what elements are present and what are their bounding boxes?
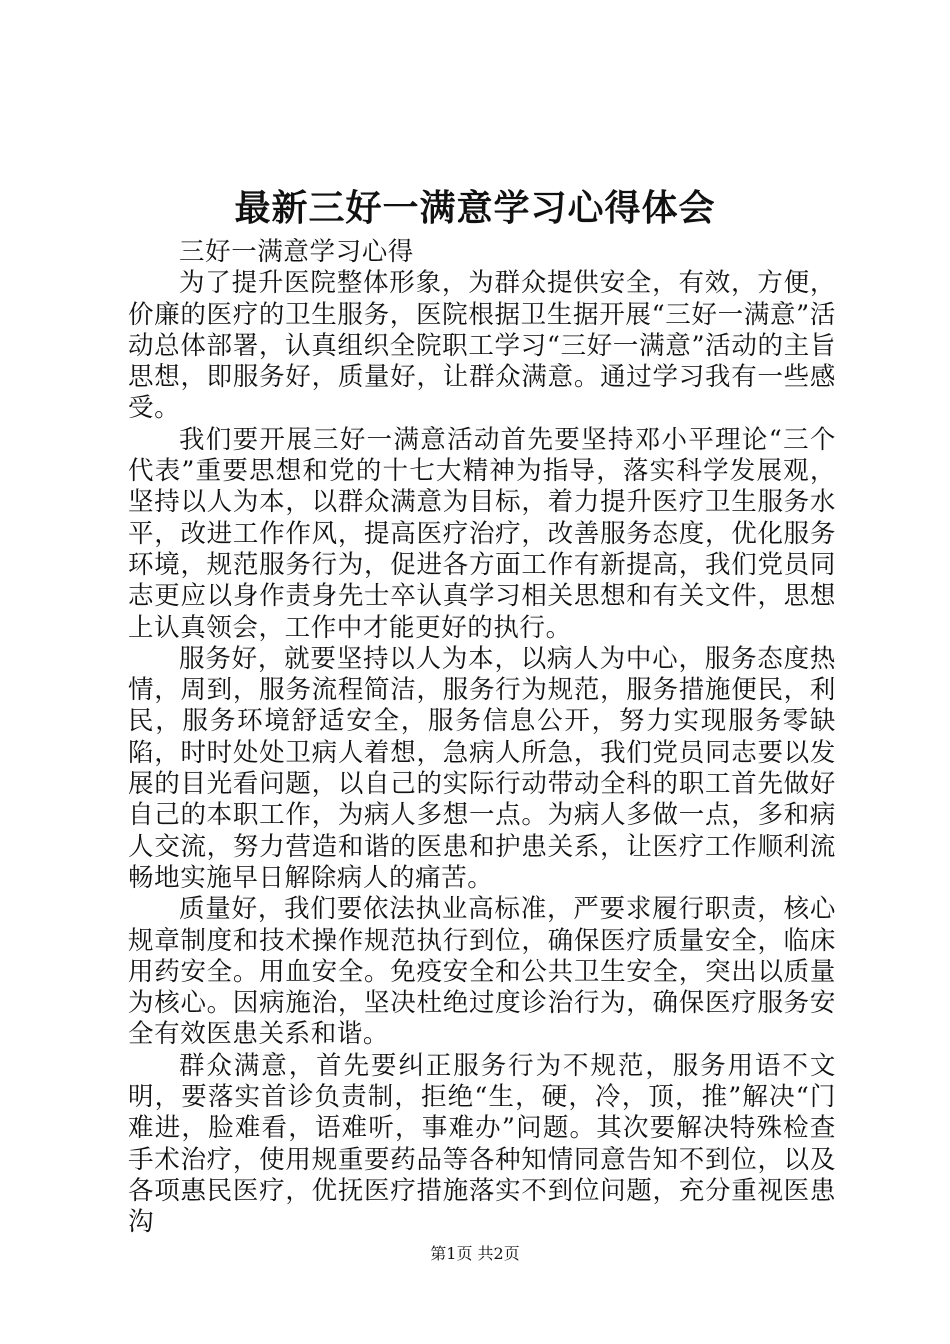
- paragraph-subtitle: 三好一满意学习心得: [179, 237, 414, 267]
- paragraph: 群众满意，首先要纠正服务行为不规范，服务用语不文明，要落实首诊负责制，拒绝“生，硬，冷，顶，推”解决“门难进，脸难看，语难听，事难办”问题。其次要解决特殊检查手术治疗，使用规重要药品等各种知情同意告知不到位，以及各项惠民医疗，优抚医疗措施落实不到位问题，充分重视医患沟: [128, 1050, 836, 1238]
- paragraph: 我们要开展三好一满意活动首先要坚持邓小平理论“三个代表”重要思想和党的十七大精神为指导，落实科学发展观，坚持以人为本，以群众满意为目标，着力提升医疗卫生服务水平，改进工作作风，提高医疗治疗，改善服务态度，优化服务环境，规范服务行为，促进各方面工作有新提高，我们党员同志更应以身作责身先士卒认真学习相关思想和有关文件，思想上认真领会，工作中才能更好的执行。: [128, 424, 836, 643]
- paragraph: 质量好，我们要依法执业高标准，严要求履行职责，核心规章制度和技术操作规范执行到位，确保医疗质量安全，临床用药安全。用血安全。免疫安全和公共卫生安全，突出以质量为核心。因病施治，坚决杜绝过度诊治行为，确保医疗服务安全有效医患关系和谐。: [128, 894, 836, 1050]
- document-title: 最新三好一满意学习心得体会: [234, 187, 716, 229]
- document-body: [128, 237, 836, 1239]
- page-footer: 第1页 共2页: [430, 1244, 520, 1263]
- paragraph: 服务好，就要坚持以人为本，以病人为中心，服务态度热情，周到，服务流程简洁，服务行为规范，服务措施便民，利民，服务环境舒适安全，服务信息公开，努力实现服务零缺陷，时时处处卫病人着想，急病人所急，我们党员同志要以发展的目光看问题，以自己的实际行动带动全科的职工首先做好自己的本职工作，为病人多想一点。为病人多做一点，多和病人交流，努力营造和谐的医患和护患关系，让医疗工作顺利流畅地实施早日解除病人的痛苦。: [128, 643, 836, 893]
- paragraph: 为了提升医院整体形象，为群众提供安全，有效，方便，价廉的医疗的卫生服务，医院根据卫生据开展“三好一满意”活动总体部署，认真组织全院职工学习“三好一满意”活动的主旨思想，即服务好，质量好，让群众满意。通过学习我有一些感受。: [128, 268, 836, 424]
